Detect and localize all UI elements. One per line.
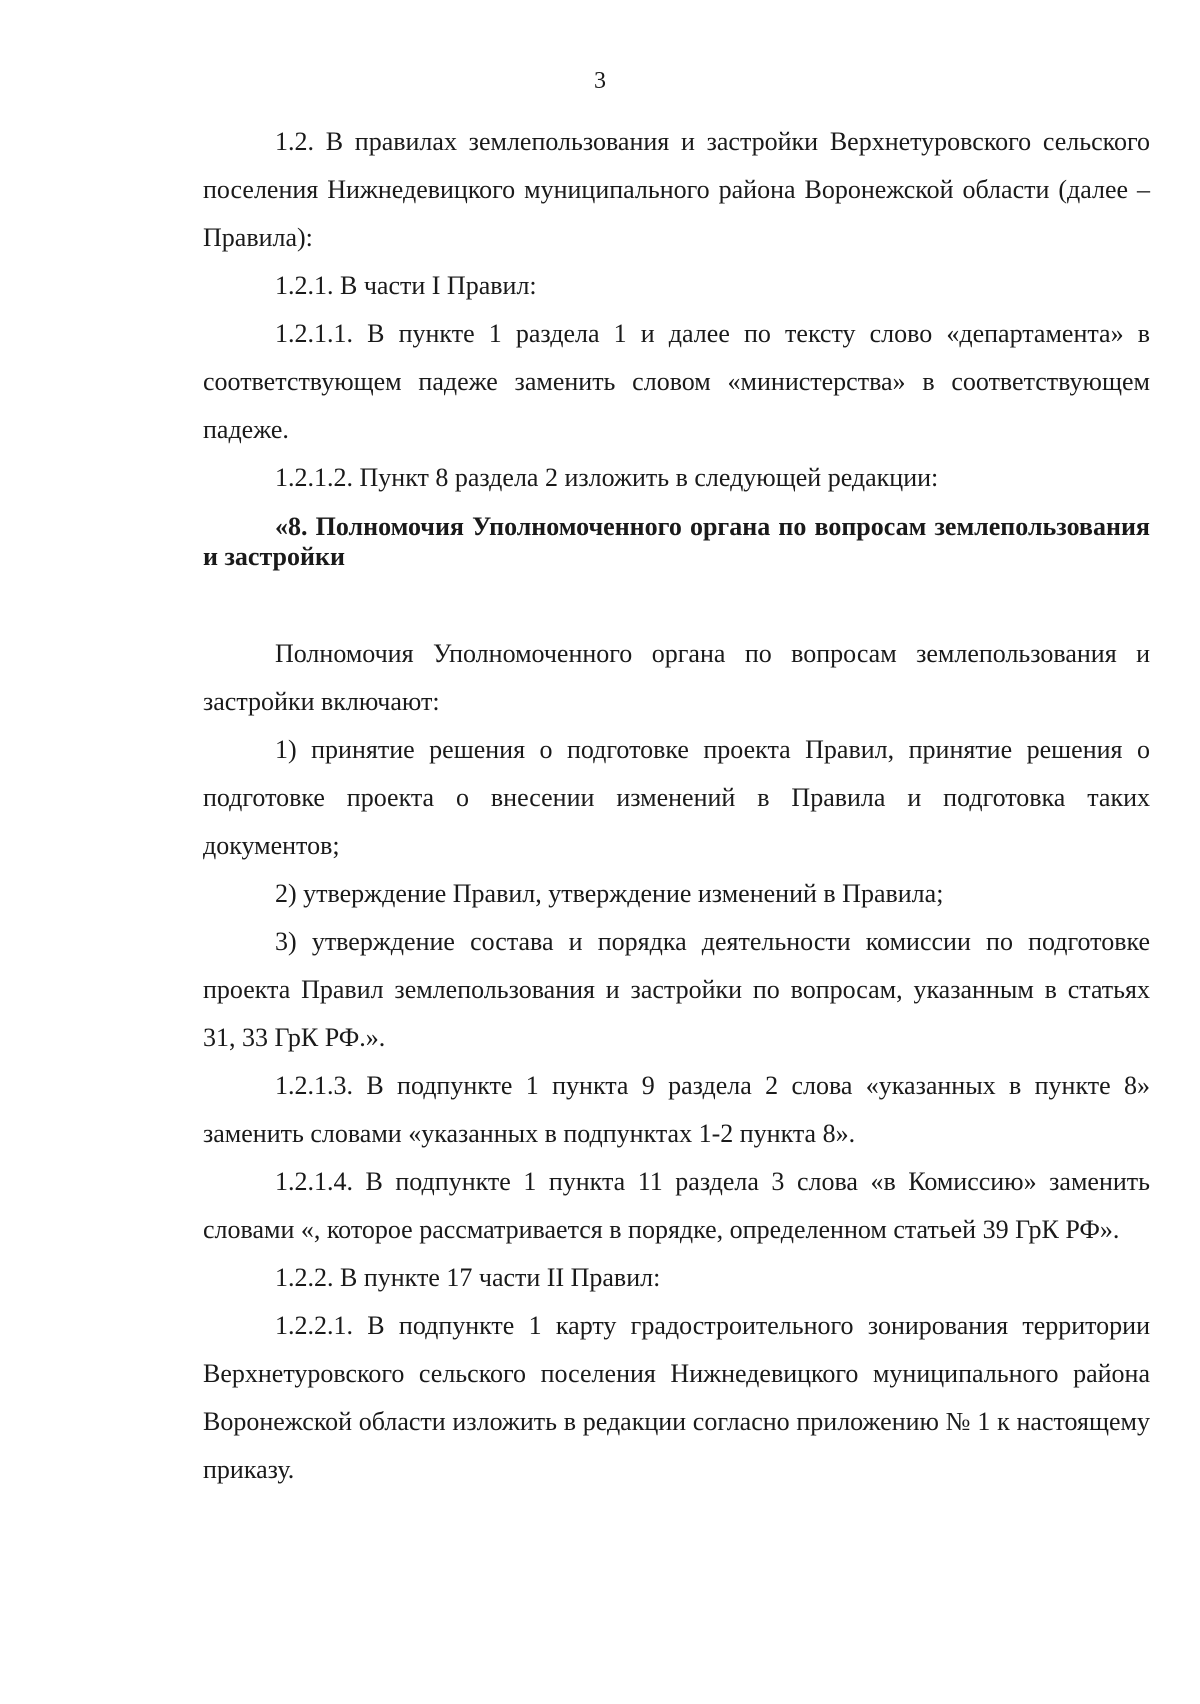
paragraph-1-2-1-3: 1.2.1.3. В подпункте 1 пункта 9 раздела 2 слова «указанных в пункте 8» заменить словами «указанных в подпунктах 1-2 пункта 8». bbox=[203, 1071, 1150, 1148]
paragraph-1-2: 1.2. В правилах землепользования и застройки Верхнетуровского сельского поселения Нижнедевицкого муниципального района Воронежской области (далее – Правила): bbox=[203, 127, 1150, 252]
list-item-3: 3) утверждение состава и порядка деятельности комиссии по подготовке проекта Правил землепользования и застройки по вопросам, указанным в статьях 31, 33 ГрК РФ.». bbox=[203, 927, 1150, 1052]
paragraph-1-2-2-1: 1.2.2.1. В подпункте 1 карту градостроительного зонирования территории Верхнетуровского сельского поселения Нижнедевицкого муниципального района Воронежской области изложить в редакции согласно приложению № 1 к настоящему приказу. bbox=[203, 1311, 1150, 1484]
paragraph-1-2-2: 1.2.2. В пункте 17 части II Правил: bbox=[275, 1263, 661, 1292]
list-item-2: 2) утверждение Правил, утверждение изменений в Правила; bbox=[275, 879, 944, 908]
paragraph-1-2-1-2: 1.2.1.2. Пункт 8 раздела 2 изложить в следующей редакции: bbox=[275, 463, 939, 492]
page-number: 3 bbox=[594, 68, 606, 94]
blank-line bbox=[203, 572, 1150, 630]
paragraph-1-2-1-4: 1.2.1.4. В подпункте 1 пункта 11 раздела 3 слова «в Комиссию» заменить словами «, которое рассматривается в порядке, определенном статьей 39 ГрК РФ». bbox=[203, 1167, 1150, 1244]
section-heading-8: «8. Полномочия Уполномоченного органа по вопросам землепользования и застройки bbox=[203, 512, 1150, 571]
document-body bbox=[203, 118, 1150, 1494]
paragraph-1-2-1: 1.2.1. В части I Правил: bbox=[275, 271, 537, 300]
paragraph-powers-intro: Полномочия Уполномоченного органа по вопросам землепользования и застройки включают: bbox=[203, 639, 1150, 716]
paragraph-1-2-1-1: 1.2.1.1. В пункте 1 раздела 1 и далее по тексту слово «департамента» в соответствующем падеже заменить словом «министерства» в соответствующем падеже. bbox=[203, 319, 1150, 444]
list-item-1: 1) принятие решения о подготовке проекта Правил, принятие решения о подготовке проекта о внесении изменений в Правила и подготовка таких документов; bbox=[203, 735, 1150, 860]
